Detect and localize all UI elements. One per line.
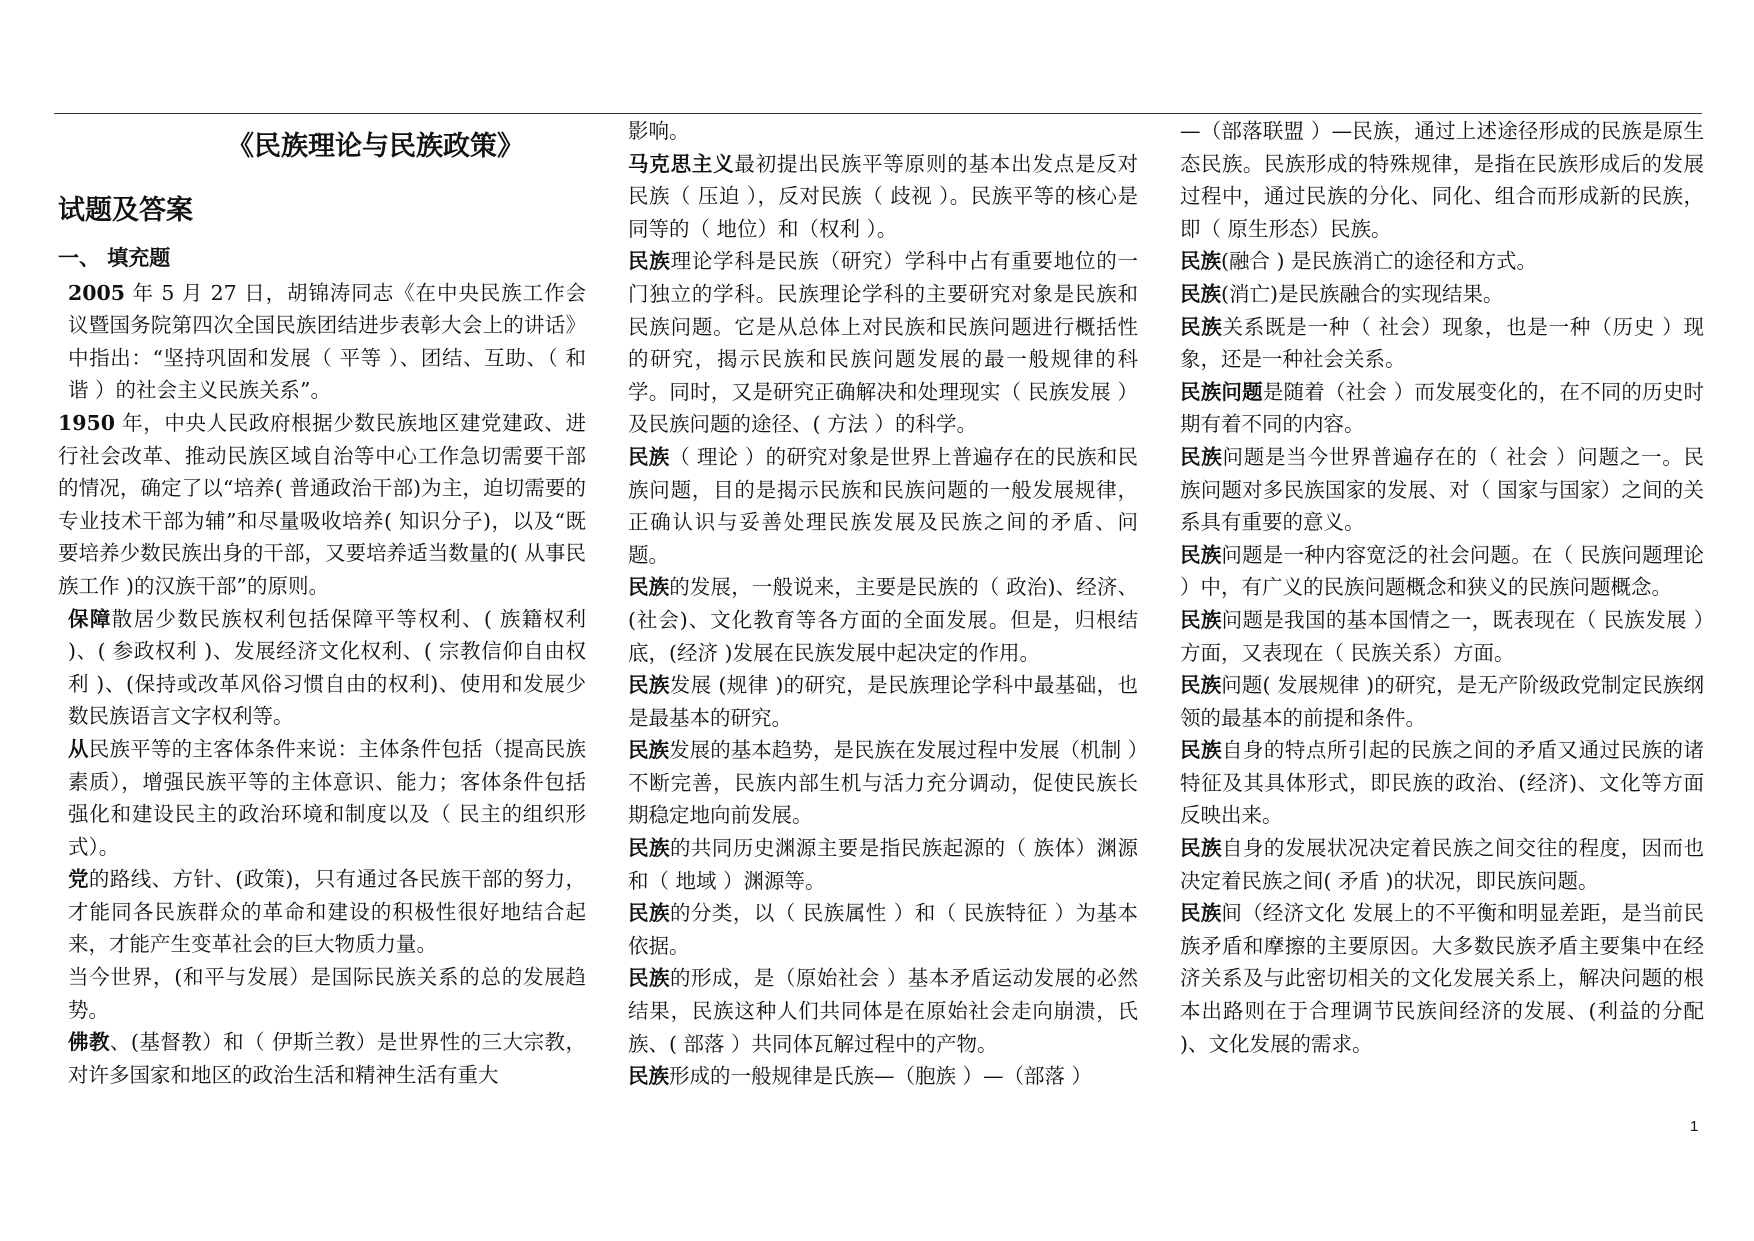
- paragraph: [628, 148, 1138, 246]
- paragraph: [628, 832, 1138, 897]
- paragraph-text: 最初提出民族平等原则的基本出发点是反对民族（ 压迫 ），反对民族（ 歧视 ）。民族平等的核心是同等的（ 地位）和（权利 ）。: [628, 151, 1139, 241]
- paragraph: [628, 245, 1138, 441]
- paragraph-lead: 民族: [628, 575, 670, 600]
- paragraph: [1180, 897, 1704, 1060]
- paragraph: [1180, 115, 1704, 245]
- paragraph-lead: 民族: [1180, 444, 1223, 469]
- paragraph-lead: 民族: [1180, 542, 1222, 567]
- paragraph-lead: 马克思主义: [628, 151, 735, 176]
- paragraph-lead: 民族: [1180, 901, 1222, 926]
- paragraph-text: 间（经济文化 发展上的不平衡和明显差距，是当前民族矛盾和摩擦的主要原因。大多数民族矛盾主要集中在经济关系及与此密切相关的文化发展关系上，解决问题的根本出路则在于合理调节民族间经济的发展、(利益的分配 )、文化发展的需求。: [1180, 901, 1705, 1056]
- paragraph-text: 年，中央人民政府根据少数民族地区建党建政、进行社会改革、推动民族区域自治等中心工作急切需要干部的情况，确定了以“培养( 普通政治干部)为主，迫切需要的专业技术干部为辅”和尽量吸收培养( 知识分子)，以及“既要培养少数民族出身的干部，又要培养适当数量的( 从事民族工作 )的汉族干部”的原则。: [58, 410, 586, 598]
- paragraph-lead: 民族: [628, 901, 670, 926]
- paragraph-lead: 民族: [1180, 836, 1222, 861]
- paragraph-text: (消亡)是民族融合的实现结果。: [1221, 281, 1504, 306]
- paragraph-text: 民族平等的主客体条件来说：主体条件包括（提高民族素质），增强民族平等的主体意识、能力；客体条件包括强化和建设民主的政治环境和制度以及（ 民主的组织形式）。: [68, 736, 587, 859]
- paragraph-text: 自身的特点所引起的民族之间的矛盾又通过民族的诸特征及其具体形式，即民族的政治、(经济)、文化等方面反映出来。: [1180, 738, 1705, 828]
- paragraph: [58, 277, 586, 407]
- section-heading: 一、 填充题: [58, 245, 171, 270]
- paragraph-lead: 佛教: [68, 1030, 110, 1055]
- paragraph: [58, 407, 586, 603]
- column-1: [58, 115, 586, 1091]
- paragraph: [1180, 245, 1704, 278]
- paragraph: [1180, 669, 1704, 734]
- paragraph: [1180, 832, 1704, 897]
- paragraph-lead: 民族: [1180, 607, 1222, 632]
- paragraph: [628, 1060, 1138, 1093]
- paragraph-text: 问题是一种内容宽泛的社会问题。在（ 民族问题理论 ）中，有广义的民族问题概念和狭义的民族问题概念。: [1180, 542, 1705, 600]
- paragraph-lead: 民族: [1180, 314, 1223, 339]
- paragraph-text: 问题( 发展规律 )的研究，是无产阶级政党制定民族纲领的最基本的前提和条件。: [1180, 673, 1705, 730]
- paragraph-text: 的发展，一般说来，主要是民族的（ 政治)、经济、(社会)、文化教育等各方面的全面发展。但是，归根结底，(经济 )发展在民族发展中起决定的作用。: [628, 575, 1138, 665]
- paragraph-text: 散居少数民族权利包括保障平等权利、( 族籍权利 )、( 参政权利 )、发展经济文化权利、( 宗教信仰自由权利 )、(保持或改革风俗习惯自由的权利)、使用和发展少数民族语言文字权利等。: [68, 606, 586, 729]
- column-3: [1180, 115, 1704, 1060]
- column-3-body: [1180, 115, 1704, 1060]
- paragraph-lead: 民族: [628, 1064, 669, 1089]
- paragraph-text: 关系既是一种（ 社会）现象，也是一种（历史 ）现象，还是一种社会关系。: [1180, 314, 1704, 372]
- paragraph-text: (融合 ) 是民族消亡的途径和方式。: [1221, 249, 1538, 274]
- paragraph-lead: 民族问题: [1180, 379, 1263, 404]
- paragraph-text: 、(基督教）和（ 伊斯兰教）是世界性的三大宗教，对许多国家和地区的政治生活和精神生活有重大: [68, 1030, 587, 1087]
- paragraph-lead: 党: [68, 867, 89, 892]
- paragraph-text: （ 理论 ）的研究对象是世界上普遍存在的民族和民族问题，目的是揭示民族和民族问题的一般发展规律，正确认识与妥善处理民族发展及民族之间的矛盾、问题。: [628, 444, 1138, 567]
- paragraph-lead: 民族: [628, 836, 670, 861]
- paragraph-lead: 民族: [628, 249, 671, 274]
- paragraph: [628, 669, 1138, 734]
- paragraph-text: 问题是当今世界普遍存在的（ 社会 ）问题之一。民族问题对多民族国家的发展、对（ 国家与国家）之间的关系具有重要的意义。: [1180, 444, 1704, 535]
- header-rule: [54, 113, 1702, 114]
- paragraph-text: 问题是我国的基本国情之一，既表现在（ 民族发展 ）方面，又表现在（ 民族关系）方面。: [1180, 607, 1704, 665]
- paragraph-lead: 保障: [68, 606, 112, 631]
- paragraph: [628, 962, 1138, 1060]
- paragraph: [1180, 539, 1704, 604]
- column-1-body: [58, 277, 586, 1092]
- paragraph: [628, 734, 1138, 832]
- column-2-body: [628, 115, 1138, 1093]
- paragraph: [1180, 734, 1704, 832]
- document-title: 《民族理论与民族政策》: [227, 131, 524, 162]
- paragraph: [1180, 441, 1704, 539]
- paragraph-lead: 从: [68, 736, 89, 761]
- page-number: 1: [1690, 1118, 1699, 1135]
- paragraph-text: 是随着（社会 ）而发展变化的，在不同的历史时期有着不同的内容。: [1180, 379, 1705, 437]
- paragraph: [58, 863, 586, 961]
- paragraph: [628, 115, 1138, 148]
- paragraph-text: 发展 (规律 )的研究，是民族理论学科中最基础，也是最基本的研究。: [628, 673, 1139, 730]
- paragraph-text: 的共同历史渊源主要是指民族起源的（ 族体）渊源和（ 地域 ）渊源等。: [628, 836, 1139, 893]
- paragraph: [58, 1026, 586, 1091]
- column-2: [628, 115, 1138, 1093]
- paragraph-text: 发展的基本趋势，是民族在发展过程中发展（机制 ）不断完善，民族内部生机与活力充分调动，促使民族长期稳定地向前发展。: [628, 738, 1139, 828]
- paragraph: [628, 897, 1138, 962]
- paragraph-lead: 1950: [58, 410, 116, 435]
- paragraph-text: 年 5 月 27 日，胡锦涛同志《在中央民族工作会议暨国务院第四次全国民族团结进步表彰大会上的讲话》中指出：“坚持巩固和发展（ 平等 ）、团结、互助、（ 和谐 ）的社会主义民族关系”。: [68, 280, 586, 403]
- paragraph: [58, 733, 586, 863]
- paragraph: [58, 961, 586, 1026]
- paragraph-text: 自身的发展状况决定着民族之间交往的程度，因而也决定着民族之间( 矛盾 )的状况，即民族问题。: [1180, 836, 1705, 893]
- paragraph-lead: 民族: [1180, 738, 1222, 763]
- paragraph-text: 的路线、方针、(政策)，只有通过各民族干部的努力，才能同各民族群众的革命和建设的积极性很好地结合起来，才能产生变革社会的巨大物质力量。: [68, 867, 587, 957]
- paragraph-lead: 民族: [628, 966, 670, 991]
- paragraph-lead: 民族: [1180, 673, 1222, 698]
- paragraph-lead: 2005: [68, 280, 126, 305]
- paragraph-lead: 民族: [1180, 281, 1221, 306]
- paragraph: [1180, 604, 1704, 669]
- paragraph-lead: 民族: [628, 673, 670, 698]
- paragraph: [58, 603, 586, 733]
- paragraph-text: 的形成，是（原始社会 ）基本矛盾运动发展的必然结果，民族这种人们共同体是在原始社会走向崩溃，氏族、( 部落 ）共同体瓦解过程中的产物。: [628, 966, 1139, 1056]
- paragraph: [1180, 311, 1704, 376]
- paragraph: [628, 441, 1138, 571]
- paragraph-text: —（部落联盟 ）—民族，通过上述途径形成的民族是原生态民族。民族形成的特殊规律，是指在民族形成后的发展过程中，通过民族的分化、同化、组合而形成新的民族，即（ 原生形态）民族。: [1180, 119, 1704, 241]
- paragraph-lead: 民族: [628, 444, 670, 469]
- paragraph: [1180, 278, 1704, 311]
- paragraph-lead: 民族: [628, 738, 670, 763]
- document-subtitle: 试题及答案: [58, 195, 193, 226]
- paragraph-text: 形成的一般规律是氏族—（胞族 ）—（部落 ）: [669, 1064, 1093, 1089]
- paragraph-text: 的分类，以（ 民族属性 ）和（ 民族特征 ）为基本依据。: [628, 901, 1138, 958]
- paragraph-text: 当今世界，(和平与发展）是国际民族关系的总的发展趋势。: [68, 965, 586, 1022]
- paragraph-text: 影响。: [628, 119, 690, 143]
- paragraph-lead: 民族: [1180, 249, 1221, 274]
- paragraph-text: 理论学科是民族（研究）学科中占有重要地位的一门独立的学科。民族理论学科的主要研究对象是民族和民族问题。它是从总体上对民族和民族问题进行概括性的研究，揭示民族和民族问题发展的最一般规律的科学。同时，又是研究正确解决和处理现实（ 民族发展 ）及民族问题的途径、( 方法 ）的科学。: [628, 249, 1139, 437]
- paragraph: [1180, 376, 1704, 441]
- paragraph: [628, 571, 1138, 669]
